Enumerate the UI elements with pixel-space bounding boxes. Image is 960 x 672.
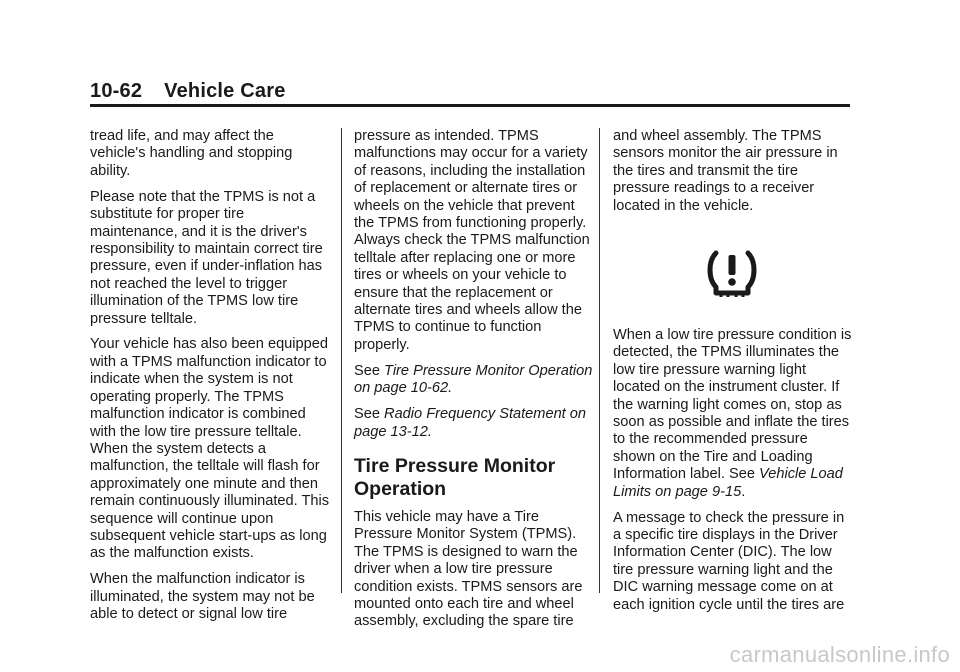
cross-reference-link[interactable]: Vehicle Load Limits on page 9-15 [613, 466, 843, 500]
column-1 [90, 128, 330, 632]
column-2 [354, 128, 594, 639]
cross-reference-link[interactable]: Radio Frequency Statement on page 13-12. [354, 406, 587, 440]
paragraph: tread life, and may affect the vehicle's handling and stopping ability. [90, 128, 293, 179]
paragraph: When the malfunction indicator is illuminated, the system may not be able to detect or signal low tire [90, 571, 315, 623]
paragraph [613, 327, 853, 501]
column-3 [613, 128, 853, 623]
paragraph-text: When a low tire pressure condition is detected, the TPMS illuminates the low tire pressure warning light located on the instrument cluster. If the warning light comes on, stop as soon as possible and inflate the tires to the recommended pressure shown on the Tire and Loading Information label. See [613, 327, 852, 483]
see-label: See [354, 406, 385, 423]
paragraph: A message to check the pressure in a specific tire displays in the Driver Information Center (DIC). The low tire pressure warning light and the DIC warning message come on at each ignition cycle until the tires are [613, 509, 845, 613]
see-reference [354, 363, 594, 398]
see-reference [354, 406, 594, 441]
header-rule [90, 104, 850, 107]
paragraph-end: . [741, 483, 746, 500]
see-label: See [354, 362, 385, 379]
page-header [90, 80, 286, 103]
paragraph: This vehicle may have a Tire Pressure Monitor System (TPMS). The TPMS is designed to warn the driver when a low tire pressure condition exists. TPMS sensors are mounted onto each tire and wheel assembly, excluding the spare tire [354, 508, 583, 630]
paragraph: pressure as intended. TPMS malfunctions may occur for a variety of reasons, including the installation of replacement or alternate tires or wheels on the vehicle that prevent the TPMS from functioning properly. Always check the TPMS malfunction telltale after replacing one or more tires or wheels on your vehicle to ensure that the replacement or alternate tires and wheels allow the TPMS to continue to function properly. [354, 128, 590, 353]
cross-reference-link[interactable]: Tire Pressure Monitor Operation on page 10-62. [354, 362, 593, 397]
paragraph: and wheel assembly. The TPMS sensors monitor the air pressure in the tires and transmit the tire pressure readings to a receiver located in the vehicle. [613, 128, 838, 214]
paragraph: Please note that the TPMS is not a substitute for proper tire maintenance, and it is the driver's responsibility to maintain correct tire pressure, even if under-inflation has not reached the level to trigger illumination of the TPMS low tire pressure telltale. [90, 188, 323, 327]
page-number: 10-62 [90, 80, 143, 102]
tpms-warning-icon [706, 249, 758, 297]
column-divider [341, 128, 342, 593]
chapter-title: Vehicle Care [164, 80, 286, 102]
watermark: carmanualsonline.info [729, 642, 950, 667]
section-title: Tire Pressure Monitor Operation [354, 454, 556, 500]
paragraph: Your vehicle has also been equipped with a TPMS malfunction indicator to indicate when the system is not operating properly. The TPMS malfunction indicator is combined with the low tire pressure telltale. When the system detects a malfunction, the telltale will flash for approximately one minute and then remain continuously illuminated. This sequence will continue upon subsequent vehicle start-ups as long as the malfunction exists. [90, 336, 330, 562]
column-divider [599, 128, 600, 593]
